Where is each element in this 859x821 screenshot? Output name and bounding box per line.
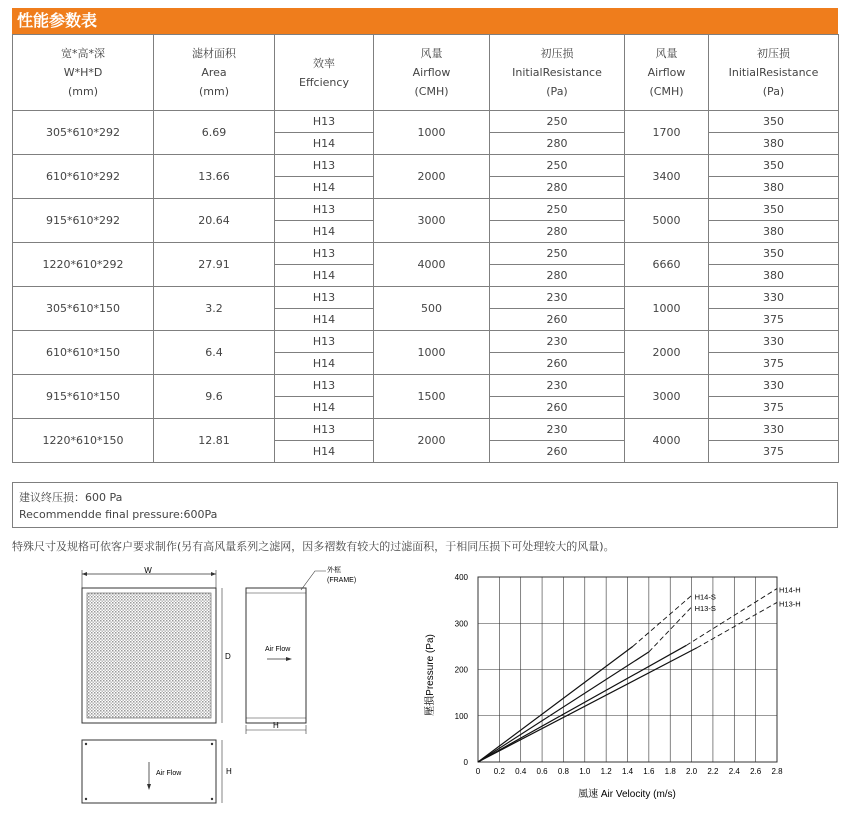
size-cell: 305*610*150 — [13, 287, 154, 331]
efficiency-cell: H13 — [275, 287, 374, 309]
resistance-cell: 380 — [709, 221, 839, 243]
airflow-cell: 1700 — [625, 111, 709, 155]
header-line: W*H*D — [63, 66, 103, 79]
size-cell: 610*610*292 — [13, 155, 154, 199]
header-line: 初压损 — [540, 47, 574, 60]
bottom-height-label: H — [226, 767, 232, 776]
area-cell: 12.81 — [154, 419, 275, 463]
header-line: (Pa) — [762, 85, 785, 98]
resistance-cell: 380 — [709, 177, 839, 199]
x-tick-label: 1.6 — [643, 767, 655, 776]
header-line: Airflow — [647, 66, 686, 79]
area-cell: 20.64 — [154, 199, 275, 243]
airflow-cell: 2000 — [625, 331, 709, 375]
resistance-cell: 230 — [490, 375, 625, 397]
resistance-cell: 280 — [490, 133, 625, 155]
efficiency-cell: H14 — [275, 441, 374, 463]
airflow-cell: 3000 — [625, 375, 709, 419]
y-axis-label: 壓損Pressure (Pa) — [425, 634, 436, 716]
airflow-cell: 5000 — [625, 199, 709, 243]
area-cell: 6.69 — [154, 111, 275, 155]
filter-side-view — [246, 588, 306, 723]
x-tick-label: 0.2 — [493, 767, 505, 776]
y-tick-label: 100 — [454, 711, 468, 721]
airflow-cell: 2000 — [374, 155, 490, 199]
note-en: Recommendde final pressure:600Pa — [19, 508, 218, 521]
header-line: 效率 — [313, 56, 335, 70]
header-cell — [275, 35, 374, 111]
resistance-cell: 350 — [709, 243, 839, 265]
airflow-cell: 500 — [374, 287, 490, 331]
table-body — [13, 111, 839, 463]
y-tick-label: 200 — [454, 665, 468, 675]
table-row — [13, 331, 839, 353]
efficiency-cell: H14 — [275, 309, 374, 331]
x-tick-label: 2.4 — [728, 767, 740, 776]
header-cell — [709, 35, 839, 111]
series-label: H13-H — [779, 599, 801, 609]
x-axis-ticks — [476, 767, 783, 776]
y-tick-label: 0 — [463, 758, 468, 767]
table-row — [13, 155, 839, 177]
area-cell: 6.4 — [154, 331, 275, 375]
frame-label-en: (FRAME) — [327, 577, 357, 584]
final-pressure-note — [12, 482, 838, 528]
area-cell: 13.66 — [154, 155, 275, 199]
efficiency-cell: H13 — [275, 243, 374, 265]
series-label: H13-S — [694, 604, 716, 614]
table-title: 性能参数表 — [12, 8, 838, 34]
x-tick-label: 0.8 — [557, 767, 569, 776]
size-cell: 1220*610*292 — [13, 243, 154, 287]
depth-label: D — [225, 652, 231, 661]
x-tick-label: 1.4 — [621, 767, 634, 776]
resistance-cell: 280 — [490, 221, 625, 243]
airflow-cell: 1000 — [625, 287, 709, 331]
filter-top-view — [82, 740, 216, 803]
airflow-cell: 1500 — [374, 375, 490, 419]
resistance-cell: 375 — [709, 309, 839, 331]
y-tick-label: 400 — [454, 573, 468, 582]
resistance-cell: 280 — [490, 177, 625, 199]
area-cell: 3.2 — [154, 287, 275, 331]
area-cell: 27.91 — [154, 243, 275, 287]
table-row — [13, 111, 839, 133]
efficiency-cell: H14 — [275, 265, 374, 287]
header-line: (mm) — [198, 85, 229, 98]
airflow-cell: 1000 — [374, 111, 490, 155]
x-tick-label: 0.6 — [536, 767, 548, 776]
pressure-velocity-chart — [415, 565, 805, 810]
series-line-solid — [478, 645, 686, 762]
efficiency-cell: H13 — [275, 199, 374, 221]
header-line: (mm) — [67, 85, 98, 98]
airflow-cell: 3000 — [374, 199, 490, 243]
efficiency-cell: H13 — [275, 375, 374, 397]
side-airflow-label: Air Flow — [265, 646, 291, 653]
header-cell — [374, 35, 490, 111]
airflow-cell: 2000 — [374, 419, 490, 463]
frame-label-cn: 外框 — [327, 567, 341, 574]
spec-table — [12, 34, 839, 463]
size-cell: 915*610*292 — [13, 199, 154, 243]
resistance-cell: 250 — [490, 243, 625, 265]
resistance-cell: 330 — [709, 375, 839, 397]
efficiency-cell: H14 — [275, 177, 374, 199]
efficiency-cell: H14 — [275, 221, 374, 243]
x-tick-label: 1.0 — [579, 767, 591, 776]
resistance-cell: 330 — [709, 419, 839, 441]
header-line: Effciency — [299, 75, 349, 89]
header-cell — [490, 35, 625, 111]
header-line: 滤材面积 — [192, 47, 236, 60]
efficiency-cell: H13 — [275, 111, 374, 133]
series-line-solid — [478, 646, 633, 762]
top-airflow-label: Air Flow — [156, 770, 182, 777]
size-cell: 1220*610*150 — [13, 419, 154, 463]
size-cell: 305*610*292 — [13, 111, 154, 155]
x-tick-label: 1.2 — [600, 767, 612, 776]
series-label: H14-S — [694, 592, 716, 602]
note-cn: 建议终压损：600 Pa — [19, 491, 123, 504]
airflow-cell: 1000 — [374, 331, 490, 375]
filter-front-view — [82, 588, 216, 723]
resistance-cell: 350 — [709, 199, 839, 221]
efficiency-cell: H13 — [275, 155, 374, 177]
x-tick-label: 0.4 — [515, 767, 527, 776]
x-tick-label: 1.8 — [664, 767, 676, 776]
x-tick-label: 0 — [475, 767, 481, 776]
airflow-cell: 4000 — [625, 419, 709, 463]
custom-size-note: 特殊尺寸及规格可依客户要求制作(另有高风量系列之滤网，因多褶数有较大的过滤面积，于相同压损下可处理较大的风量)。 — [12, 540, 615, 553]
side-height-label: H — [273, 721, 279, 730]
width-label: W — [144, 566, 152, 575]
efficiency-cell: H14 — [275, 133, 374, 155]
resistance-cell: 260 — [490, 353, 625, 375]
resistance-cell: 230 — [490, 419, 625, 441]
resistance-cell: 380 — [709, 265, 839, 287]
series-line-dashed — [633, 596, 692, 647]
table-row — [13, 287, 839, 309]
x-tick-label: 2.6 — [750, 767, 762, 776]
header-line: (CMH) — [649, 85, 684, 98]
y-tick-label: 300 — [454, 619, 468, 629]
header-line: 宽*高*深 — [61, 47, 105, 60]
header-cell — [13, 35, 154, 111]
resistance-cell: 375 — [709, 353, 839, 375]
airflow-cell: 3400 — [625, 155, 709, 199]
header-line: Airflow — [412, 66, 451, 79]
resistance-cell: 250 — [490, 199, 625, 221]
header-cell — [625, 35, 709, 111]
resistance-cell: 260 — [490, 309, 625, 331]
resistance-cell: 350 — [709, 111, 839, 133]
table-row — [13, 419, 839, 441]
table-row — [13, 375, 839, 397]
header-line: 风量 — [655, 47, 678, 60]
resistance-cell: 260 — [490, 397, 625, 419]
resistance-cell: 330 — [709, 331, 839, 353]
resistance-cell: 330 — [709, 287, 839, 309]
size-cell: 915*610*150 — [13, 375, 154, 419]
efficiency-cell: H14 — [275, 353, 374, 375]
header-cell — [154, 35, 275, 111]
chart-grid — [478, 577, 777, 762]
series-label: H14-H — [779, 585, 801, 595]
resistance-cell: 230 — [490, 287, 625, 309]
header-line: 初压损 — [757, 47, 790, 60]
resistance-cell: 350 — [709, 155, 839, 177]
size-cell: 610*610*150 — [13, 331, 154, 375]
airflow-cell: 4000 — [374, 243, 490, 287]
resistance-cell: 375 — [709, 397, 839, 419]
resistance-cell: 260 — [490, 441, 625, 463]
header-line: InitialResistance — [512, 66, 602, 79]
table-row — [13, 243, 839, 265]
x-tick-label: 2.0 — [686, 767, 698, 776]
airflow-cell: 6660 — [625, 243, 709, 287]
efficiency-cell: H13 — [275, 419, 374, 441]
resistance-cell: 375 — [709, 441, 839, 463]
header-line: (CMH) — [414, 85, 449, 98]
efficiency-cell: H14 — [275, 397, 374, 419]
header-line: Area — [201, 66, 227, 79]
efficiency-cell: H13 — [275, 331, 374, 353]
header-line: 风量 — [420, 47, 443, 60]
header-line: (Pa) — [546, 85, 568, 98]
header-line: InitialResistance — [728, 66, 819, 79]
series-line-solid — [478, 648, 697, 762]
table-header-row — [13, 35, 839, 111]
y-axis-ticks — [455, 573, 469, 767]
area-cell: 9.6 — [154, 375, 275, 419]
chart-series — [478, 586, 801, 762]
filter-dimension-diagram — [70, 560, 370, 810]
resistance-cell: 380 — [709, 133, 839, 155]
resistance-cell: 250 — [490, 111, 625, 133]
resistance-cell: 250 — [490, 155, 625, 177]
resistance-cell: 280 — [490, 265, 625, 287]
resistance-cell: 230 — [490, 331, 625, 353]
x-axis-label: 風速 Air Velocity (m/s) — [578, 789, 676, 800]
x-tick-label: 2.2 — [707, 767, 719, 776]
table-row — [13, 199, 839, 221]
x-tick-label: 2.8 — [771, 767, 783, 776]
